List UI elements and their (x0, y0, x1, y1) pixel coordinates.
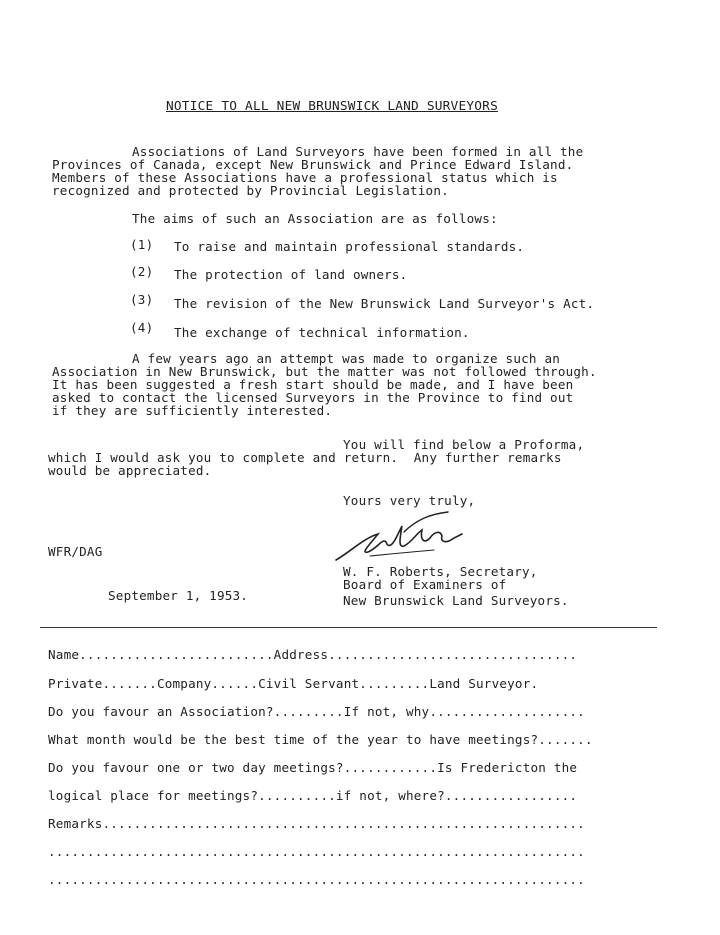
form-field-favour-association[interactable]: Do you favour an Association?.........If not, why.................... (48, 704, 585, 719)
paragraph-1-line: Members of these Associations have a professional status which is (52, 170, 558, 185)
aim-number: (1) (130, 237, 154, 252)
paragraph-2-line: asked to contact the licensed Surveyors in the Province to find out (52, 390, 574, 405)
notice-title: NOTICE TO ALL NEW BRUNSWICK LAND SURVEYORS (166, 99, 498, 114)
aim-number: (2) (130, 264, 154, 279)
paragraph-2-line: It has been suggested a fresh start should be made, and I have been (52, 377, 574, 392)
aim-text: The protection of land owners. (174, 267, 408, 282)
initials: WFR/DAG (48, 544, 103, 559)
aim-number: (4) (130, 320, 154, 335)
signature (330, 508, 470, 568)
paragraph-2-line: if they are sufficiently interested. (52, 403, 333, 418)
paragraph-3-line: which I would ask you to complete and return. Any further remarks (48, 450, 562, 465)
aim-text: The revision of the New Brunswick Land Surveyor's Act. (174, 296, 595, 311)
signer-line: Board of Examiners of (343, 577, 507, 592)
form-field-name-address[interactable]: Name.........................Address................................ (48, 647, 578, 662)
closing: Yours very truly, (343, 493, 476, 508)
form-field-meeting-month[interactable]: What month would be the best time of the year to have meetings?....... (48, 732, 593, 747)
letter-date: September 1, 1953. (108, 588, 249, 603)
divider-line (40, 627, 657, 628)
form-field-remarks-line[interactable]: ..................................................................... (48, 872, 585, 887)
form-field-meeting-length[interactable]: Do you favour one or two day meetings?............Is Fredericton the (48, 760, 578, 775)
paragraph-3-line: would be appreciated. (48, 463, 212, 478)
aims-intro: The aims of such an Association are as follows: (132, 211, 498, 226)
form-field-meeting-place[interactable]: logical place for meetings?..........if not, where?................. (48, 788, 578, 803)
paragraph-2-line: A few years ago an attempt was made to organize such an (132, 351, 561, 366)
signer-line: W. F. Roberts, Secretary, (343, 564, 538, 579)
form-field-remarks-line[interactable]: ..................................................................... (48, 844, 585, 859)
form-field-employment[interactable]: Private.......Company......Civil Servant.........Land Surveyor. (48, 676, 539, 691)
aim-text: The exchange of technical information. (174, 325, 470, 340)
paragraph-1-line: Associations of Land Surveyors have been formed in all the (132, 144, 584, 159)
paragraph-2-line: Association in New Brunswick, but the matter was not followed through. (52, 364, 597, 379)
paragraph-1-line: recognized and protected by Provincial Legislation. (52, 183, 449, 198)
aim-text: To raise and maintain professional standards. (174, 239, 525, 254)
signer-line: New Brunswick Land Surveyors. (343, 593, 569, 608)
paragraph-1-line: Provinces of Canada, except New Brunswick and Prince Edward Island. (52, 157, 574, 172)
aim-number: (3) (130, 292, 154, 307)
form-field-remarks[interactable]: Remarks.............................................................. (48, 816, 585, 831)
paragraph-3-line: You will find below a Proforma, (343, 437, 585, 452)
